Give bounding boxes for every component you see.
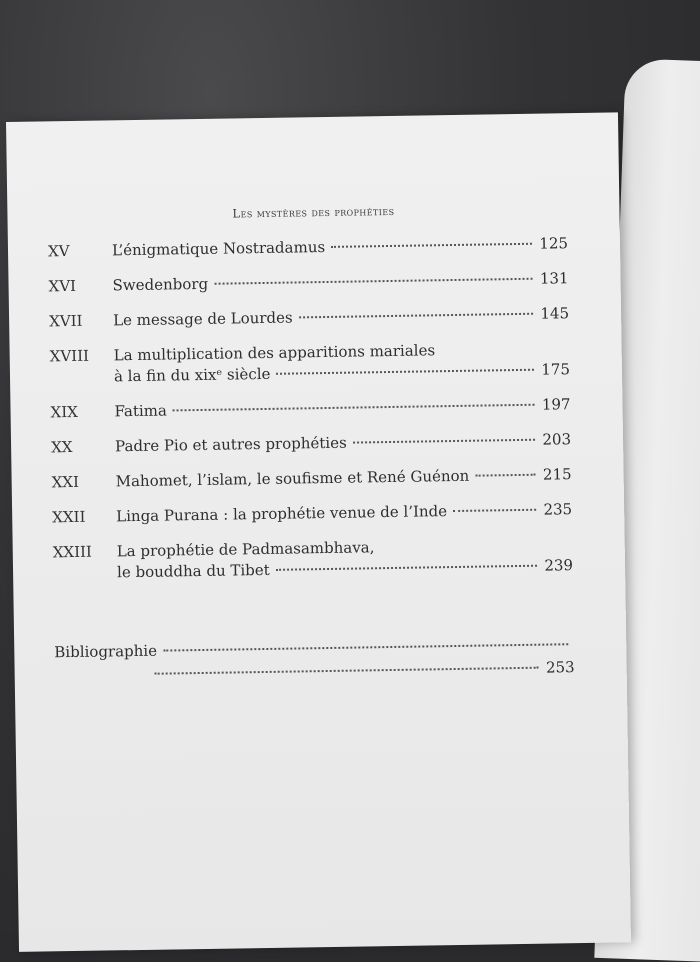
dot-leader (163, 643, 568, 651)
dot-leader (353, 439, 535, 444)
chapter-number: XVIII (49, 346, 90, 366)
toc-entry (49, 303, 569, 332)
entry-page-number: 197 (541, 395, 571, 414)
table-of-contents (48, 233, 574, 598)
chapter-number: XVII (48, 311, 83, 331)
entry-title: à la fin du xixᵉ siècle (113, 364, 271, 386)
chapter-number: XVI (48, 276, 77, 296)
toc-entry (53, 534, 574, 584)
entry-title: Swedenborg (112, 274, 209, 295)
dot-leader (276, 565, 537, 571)
entry-page-number: 131 (539, 269, 569, 288)
chapter-number: XIX (50, 402, 79, 422)
toc-entry (50, 338, 571, 388)
dot-leader (475, 474, 535, 477)
entry-title: Le message de Lourdes (112, 308, 293, 330)
entry-title: Mahomet, l’islam, le soufisme et René Guénon (115, 466, 470, 491)
toc-entry (50, 394, 570, 423)
dot-leader (155, 667, 539, 675)
entry-page-number: 125 (539, 234, 569, 253)
entry-title-line: La multiplication des apparitions mariales (113, 341, 436, 365)
entry-title-line: La prophétie de Padmasambhava, (116, 538, 375, 561)
entry-page-number: 235 (543, 500, 573, 519)
dot-leader (214, 278, 532, 285)
chapter-number: XXI (51, 472, 80, 492)
entry-title: Linga Purana : la prophétie venue de l’Inde (116, 502, 448, 526)
toc-entry (48, 268, 568, 297)
dot-leader (173, 404, 535, 412)
entry-page-number: 203 (542, 430, 572, 449)
chapter-number: XXIII (52, 542, 93, 562)
chapter-number: XXII (52, 507, 86, 527)
running-head: Les mystères des prophéties (232, 203, 395, 221)
entry-page-number: 145 (540, 304, 570, 323)
dot-leader (299, 313, 533, 319)
book-page (6, 112, 631, 952)
entry-title: le bouddha du Tibet (116, 560, 270, 582)
chapter-number: XV (47, 242, 70, 261)
toc-entry (51, 429, 571, 458)
toc-entry (48, 233, 568, 262)
dot-leader (453, 509, 536, 512)
entry-title: Fatima (114, 401, 168, 421)
toc-entry (52, 464, 572, 493)
entry-title: L’énigmatique Nostradamus (111, 238, 326, 260)
toc-entry-bibliography (54, 628, 575, 686)
toc-entry (52, 499, 572, 528)
entry-page-number: 215 (542, 465, 572, 484)
entry-title: Bibliographie (54, 641, 158, 662)
chapter-number: XX (50, 437, 73, 457)
entry-page-number: 239 (544, 556, 574, 575)
dot-leader (331, 243, 532, 248)
dot-leader (276, 369, 534, 375)
entry-page-number: 175 (541, 360, 571, 379)
entry-page-number: 253 (545, 658, 575, 677)
entry-title: Padre Pio et autres prophéties (114, 433, 347, 456)
